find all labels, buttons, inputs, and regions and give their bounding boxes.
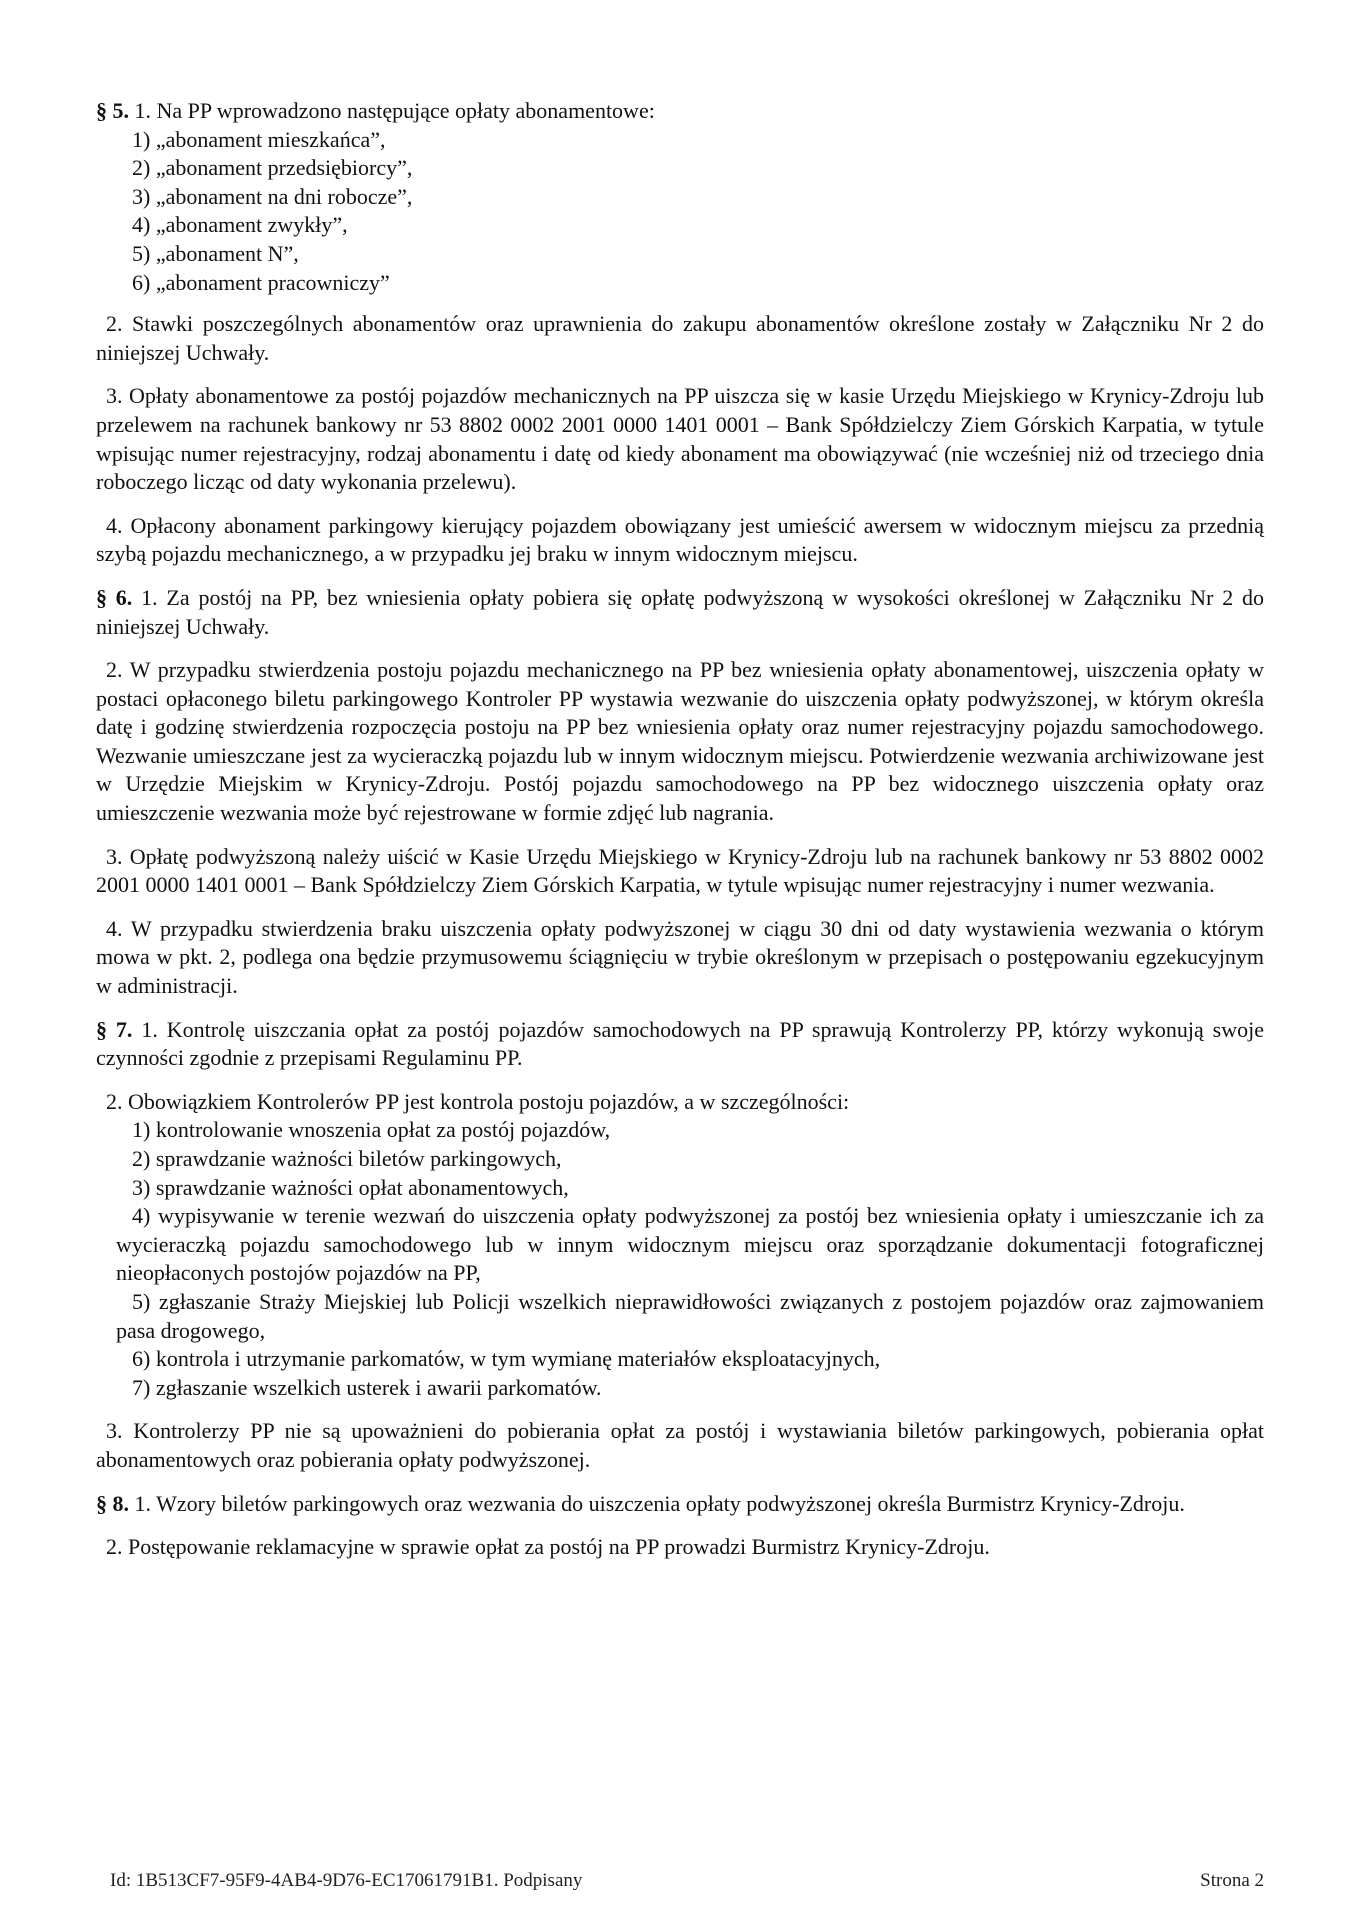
section-6-paragraph-2: 2. W przypadku stwierdzenia postoju pojazdu mechanicznego na PP bez wniesienia opłaty abonamentowej, uiszczenia opłaty w postaci opłaconego biletu parkingowego Kontroler PP wystawia wezwanie do uiszczenia opłaty podwyższonej, w którym określa datę i godzinę stwierdzenia rozpoczęcia postoju na PP bez wniesienia opłaty oraz numer rejestracyjny pojazdu samochodowego. Wezwanie umieszczane jest za wycieraczką pojazdu lub w innym widocznym miejscu. Potwierdzenie wezwania archiwizowane jest w Urzędzie Miejskim w Krynicy-Zdroju. Postój pojazdu samochodowego na PP bez widocznego uiszczenia opłaty oraz umieszczenie wezwania może być rejestrowane w formie zdjęć lub nagrania. [96, 657, 1264, 826]
section-8-paragraph-2: 2. Postępowanie reklamacyjne w sprawie opłat za postój na PP prowadzi Burmistrz Krynicy-Zdroju. [106, 1534, 990, 1560]
section-8-mark: § 8. [96, 1490, 129, 1516]
list-item: 3) sprawdzanie ważności opłat abonamentowych, [132, 1174, 569, 1200]
section-5-mark: § 5. [96, 98, 129, 123]
list-item: 2) „abonament przedsiębiorcy”, [132, 155, 413, 181]
section-5-paragraph-2: 2. Stawki poszczególnych abonamentów oraz uprawnienia do zakupu abonamentów określone zostały w Załączniku Nr 2 do niniejszej Uchwały. [96, 311, 1264, 365]
section-5-intro: 1. Na PP wprowadzono następujące opłaty abonamentowe: [134, 98, 655, 123]
section-7-paragraph-3: 3. Kontrolerzy PP nie są upoważnieni do pobierania opłat za postój i wystawiania biletów parkingowych, pobierania opłat abonamentowych oraz pobierania opłaty podwyższonej. [96, 1418, 1264, 1472]
section-7-paragraph-1-text: 1. Kontrolę uiszczania opłat za postój pojazdów samochodowych na PP sprawują Kontrolerzy PP, którzy wykonują swoje czynności zgodnie z przepisami Regulaminu PP. [96, 1016, 1265, 1071]
section-6-mark: § 6. [96, 584, 133, 610]
section-7-paragraph-2 [96, 1088, 1264, 1403]
section-5-paragraph-1 [96, 97, 1264, 297]
section-7-mark: § 7. [96, 1016, 133, 1042]
section-7-paragraph-2-intro: 2. Obowiązkiem Kontrolerów PP jest kontrola postoju pojazdów, a w szczególności: [106, 1088, 850, 1114]
section-6-paragraph-3: 3. Opłatę podwyższoną należy uiścić w Kasie Urzędu Miejskiego w Krynicy-Zdroju lub na rachunek bankowy nr 53 8802 0002 2001 0000 1401 0001 – Bank Spółdzielczy Ziem Górskich Karpatia, w tytule wpisując numer rejestracyjny i numer wezwania. [96, 843, 1264, 898]
page-footer [110, 1870, 1264, 1892]
section-5-intro-line [96, 97, 1264, 126]
list-item: 2) sprawdzanie ważności biletów parkingowych, [132, 1146, 562, 1171]
page-number: Strona 2 [1200, 1870, 1264, 1891]
list-item: 6) kontrola i utrzymanie parkomatów, w tym wymianę materiałów eksploatacyjnych, [132, 1346, 881, 1372]
section-8-paragraph-1-text: 1. Wzory biletów parkingowych oraz wezwania do uiszczenia opłaty podwyższonej określa Burmistrz Krynicy-Zdroju. [134, 1490, 1185, 1516]
list-item: 7) zgłaszanie wszelkich usterek i awarii parkomatów. [132, 1374, 602, 1400]
list-item: 4) „abonament zwykły”, [132, 212, 348, 238]
list-item: 5) „abonament N”, [132, 240, 299, 266]
document-id: Id: 1B513CF7-95F9-4AB4-9D76-EC17061791B1. Podpisany [110, 1870, 583, 1891]
list-item: 1) „abonament mieszkańca”, [132, 126, 386, 152]
section-6-paragraph-4: 4. W przypadku stwierdzenia braku uiszczenia opłaty podwyższonej w ciągu 30 dni od daty wystawienia wezwania o którym mowa w pkt. 2, podlega ona będzie przymusowemu ściągnięciu w trybie określonym w przepisach o postępowaniu egzekucyjnym w administracji. [96, 915, 1264, 999]
list-item: 5) zgłaszanie Straży Miejskiej lub Policji wszelkich nieprawidłowości związanych z postojem pojazdów oraz zajmowaniem pasa drogowego, [116, 1288, 1264, 1343]
section-7-paragraph-1 [96, 1016, 1264, 1073]
section-6-paragraph-1-text: 1. Za postój na PP, bez wniesienia opłaty pobiera się opłatę podwyższoną w wysokości określonej w Załączniku Nr 2 do niniejszej Uchwały. [96, 584, 1265, 639]
list-item: 6) „abonament pracowniczy” [132, 269, 390, 295]
controller-duties-list [96, 1116, 1264, 1402]
subscription-types-list [96, 126, 1264, 298]
list-item: 4) wypisywanie w terenie wezwań do uiszczenia opłaty podwyższonej za postój bez wniesienia opłaty i umieszczanie ich za wycieraczką pojazdu samochodowego lub w innym widocznym miejscu oraz sporządzanie dokumentacji fotograficznej nieopłaconych postojów pojazdów na PP, [116, 1203, 1264, 1286]
section-5-paragraph-3: 3. Opłaty abonamentowe za postój pojazdów mechanicznych na PP uiszcza się w kasie Urzędu Miejskiego w Krynicy-Zdroju lub przelewem na rachunek bankowy nr 53 8802 0002 2001 0000 1401 0001 – Bank Spółdzielczy Ziem Górskich Karpatia, w tytule wpisując numer rejestracyjny, rodzaj abonamentu i datę od kiedy abonament ma obowiązywać (nie wcześniej niż od trzeciego dnia roboczego licząc od daty wykonania przelewu). [96, 383, 1264, 495]
section-6-paragraph-1 [96, 584, 1264, 641]
section-8-paragraph-1 [96, 1490, 1264, 1519]
list-item: 1) kontrolowanie wnoszenia opłat za postój pojazdów, [132, 1117, 611, 1143]
section-5-paragraph-4: 4. Opłacony abonament parkingowy kierujący pojazdem obowiązany jest umieścić awersem w widocznym miejscu za przednią szybą pojazdu mechanicznego, a w przypadku jej braku w innym widocznym miejscu. [96, 512, 1264, 567]
list-item: 3) „abonament na dni robocze”, [132, 183, 413, 209]
document-page [96, 97, 1264, 1577]
